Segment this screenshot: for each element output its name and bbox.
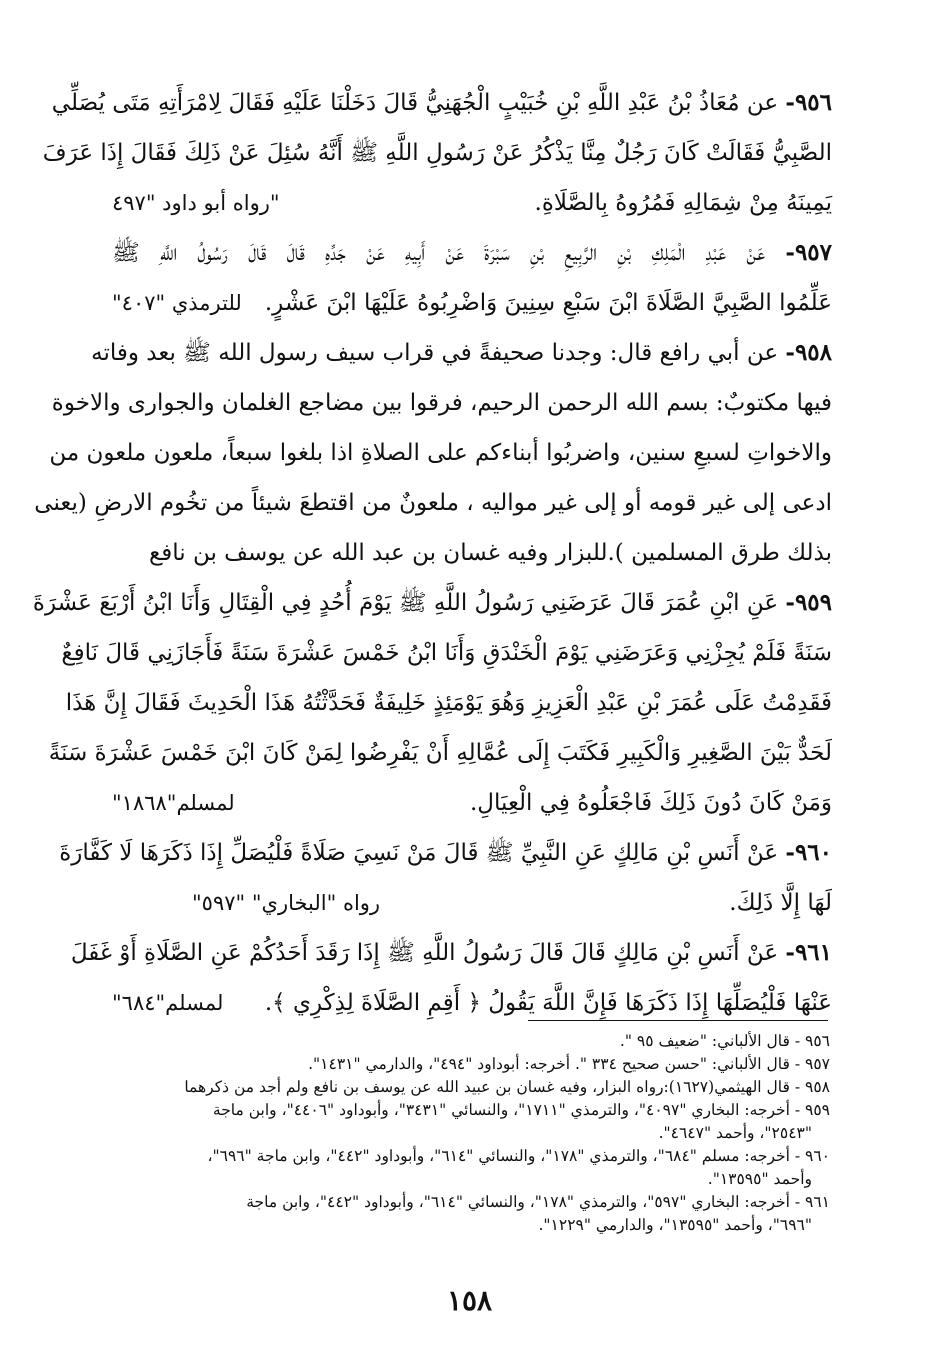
hadith-958-line-1: ٩٥٨- عن أبي رافع قال: وجدنا صحيفةً في قراب سيف رسول الله ﷺ بعد وفاته [91,339,832,366]
hadith-number: ٩٥٦- [785,89,832,116]
hadith-959-line-5: وَمَنْ كَانَ دُونَ ذَلِكَ فَاجْعَلُوهُ فِي الْعِيَالِ. لمسلم"١٨٦٨" [112,778,832,828]
page-number: ١٥٨ [446,1284,493,1317]
hadith-959-line-3: فَقَدِمْتُ عَلَى عُمَرَ بْنِ عَبْدِ الْعَزِيزِ وَهُوَ يَوْمَئِذٍ خَلِيفَةٌ فَحَدَّثْتُهُ هَذَا الْحَدِيثَ فَقَالَ إِنَّ هَذَا [65,690,832,716]
hadith-960-source: رواه "البخاري" "٥٩٧" [192,891,381,915]
footnote-961-cont: "٦٩٦"، وأحمد "١٣٥٩٥"، والدارمي "١٢٢٩". [538,1216,812,1234]
footnote-956: ٩٥٦ - قال الألباني: "ضعيف ٩٥ ". [619,1032,830,1050]
hadith-961-line-2: عَنْهَا فَلْيُصَلِّهَا إِذَا ذَكَرَهَا فَإِنَّ اللَّهَ يَقُولُ ﴿ أَقِمِ الصَّلَاةَ لِذِكْرِي ﴾. لمسلم"٦٨٤" [112,978,832,1028]
hadith-957-line-2: عَلِّمُوا الصَّبِيَّ الصَّلَاةَ ابْنَ سَبْعِ سِنِينَ وَاضْرِبُوهُ عَلَيْهَا ابْنَ عَشْرٍ. للترمذي "٤٠٧" [112,278,832,328]
hadith-956-line-2: الصَّبِيُّ فَقَالَتْ كَانَ رَجُلٌ مِنَّا يَذْكُرُ عَنْ رَسُولِ اللَّهِ ﷺ أَنَّهُ سُئِلَ عَنْ ذَلِكَ فَقَالَ إِذَا عَرَفَ [42,140,832,166]
footnote-959: ٩٥٩ - أخرجه: البخاري "٤٠٩٧"، والترمذي "١٧١١"، والنسائي "٣٤٣١"، وأبوداود "٤٤٠٦"، وابن ماجة [212,1101,830,1119]
footnote-960: ٩٦٠ - أخرجه: مسلم "٦٨٤"، والترمذي "١٧٨"، والنسائي "٦١٤"، وأبوداود "٤٤٢"، وابن ماجة "٦٩٦"، [207,1147,830,1165]
hadith-number: ٩٥٩- [785,589,832,616]
hadith-959-line-1: ٩٥٩- عَنِ ابْنِ عُمَرَ قَالَ عَرَضَنِي رَسُولُ اللَّهِ ﷺ يَوْمَ أُحُدٍ فِي الْقِتَالِ وَأَنَا ابْنُ أَرْبَعَ عَشْرَةَ [32,589,832,616]
footnotes [112,1030,830,1237]
hadith-957-source: للترمذي "٤٠٧" [112,291,242,315]
hadith-958-line-2: فيها مكتوبٌ: بسم الله الرحمن الرحيم، فرقوا بين مضاجع الغلمان والجوارى والاخوة [51,390,832,416]
footnote-961: ٩٦١ - أخرجه: البخاري "٥٩٧"، والترمذي "١٧٨"، والنسائي "٦١٤"، وأبوداود "٤٤٢"، وابن ماجة [246,1193,830,1211]
hadith-number: ٩٦١- [785,939,832,966]
hadith-961-source: لمسلم"٦٨٤" [112,991,224,1015]
hadith-958-line-5: بذلك طرق المسلمين ).للبزار وفيه غسان بن عبد الله عن يوسف بن نافع [148,540,832,566]
hadith-956-line-1: ٩٥٦- عن مُعَاذُ بْنُ عَبْدِ اللَّهِ بْنِ خُبَيْبٍ الْجُهَنِيُّ قَالَ دَخَلْنَا عَلَيْهِ فَقَالَ لِامْرَأَتِهِ مَتَى يُصَلِّي [51,89,832,116]
footnote-divider [528,1020,828,1021]
footnote-957: ٩٥٧ - قال الألباني: "حسن صحيح ٣٣٤ ". أخرجه: أبوداود "٤٩٤"، والدارمي "١٤٣١". [308,1055,830,1073]
hadith-961-line-1: ٩٦١- عَنْ أَنَسِ بْنِ مَالِكٍ قَالَ قَالَ رَسُولُ اللَّهِ ﷺ إِذَا رَقَدَ أَحَدُكُمْ عَنِ الصَّلَاةِ أَوْ غَفَلَ [70,939,832,966]
hadith-body [32,78,833,1028]
hadith-959-line-4: لَحَدٌّ بَيْنَ الصَّغِيرِ وَالْكَبِيرِ فَكَتَبَ إِلَى عُمَّالِهِ أَنْ يَفْرِضُوا لِمَنْ كَانَ ابْنَ خَمْسَ عَشْرَةَ سَنَةً [48,740,832,766]
footnote-958: ٩٥٨ - قال الهيثمي(١٦٢٧):رواه البزار، وفيه غسان بن عبيد الله عن يوسف بن نافع ولم أجد من ذكرهما [184,1078,830,1096]
hadith-956-source: "رواه أبو داود "٤٩٧ [112,191,280,215]
hadith-number: ٩٥٨- [785,339,832,366]
hadith-960-line-2: لَهَا إِلَّا ذَلِكَ. رواه "البخاري" "٥٩٧" [112,878,832,928]
hadith-number: ٩٦٠- [785,839,832,866]
hadith-958-line-3: والاخواتِ لسبعِ سنين، واضربُوا أبناءكم على الصلاةِ اذا بلغوا سبعاً، ملعون ملعون من [49,440,832,466]
hadith-number: ٩٥٧- [785,239,833,266]
hadith-959-source: لمسلم"١٨٦٨" [112,791,235,815]
hadith-957-line-1: ٩٥٧- عَنْ عَبْدِ الْمَلِكِ بْنِ الرَّبِيعِ بْنِ سَبْرَةَ عَنْ أَبِيهِ عَنْ جَدِّهِ قَالَ قَالَ رَسُولُ اللَّهِ ﷺ [112,239,833,266]
footnote-959-cont: "٢٥٤٣"، وأحمد "٤٦٤٧". [658,1124,812,1142]
hadith-958-line-4: ادعى إلى غير قومه أو إلى غير مواليه ، ملعونٌ من اقتطعَ شيئاً من تخُوم الارضِ (يعنى [34,490,832,516]
hadith-959-line-2: سَنَةً فَلَمْ يُجِزْنِي وَعَرَضَنِي يَوْمَ الْخَنْدَقِ وَأَنَا ابْنُ خَمْسَ عَشْرَةَ سَنَةً فَأَجَازَنِي قَالَ نَافِعٌ [61,640,832,666]
footnote-960-cont: وأحمد "١٣٥٩٥". [707,1170,812,1188]
hadith-960-line-1: ٩٦٠- عَنْ أَنَسِ بْنِ مَالِكٍ عَنِ النَّبِيِّ ﷺ قَالَ مَنْ نَسِيَ صَلَاةً فَلْيُصَلِّ إِذَا ذَكَرَهَا لَا كَفَّارَةَ [59,839,832,866]
hadith-956-line-3: يَمِينَهُ مِنْ شِمَالِهِ فَمُرُوهُ بِالصَّلَاةِ. "رواه أبو داود "٤٩٧ [112,178,832,228]
